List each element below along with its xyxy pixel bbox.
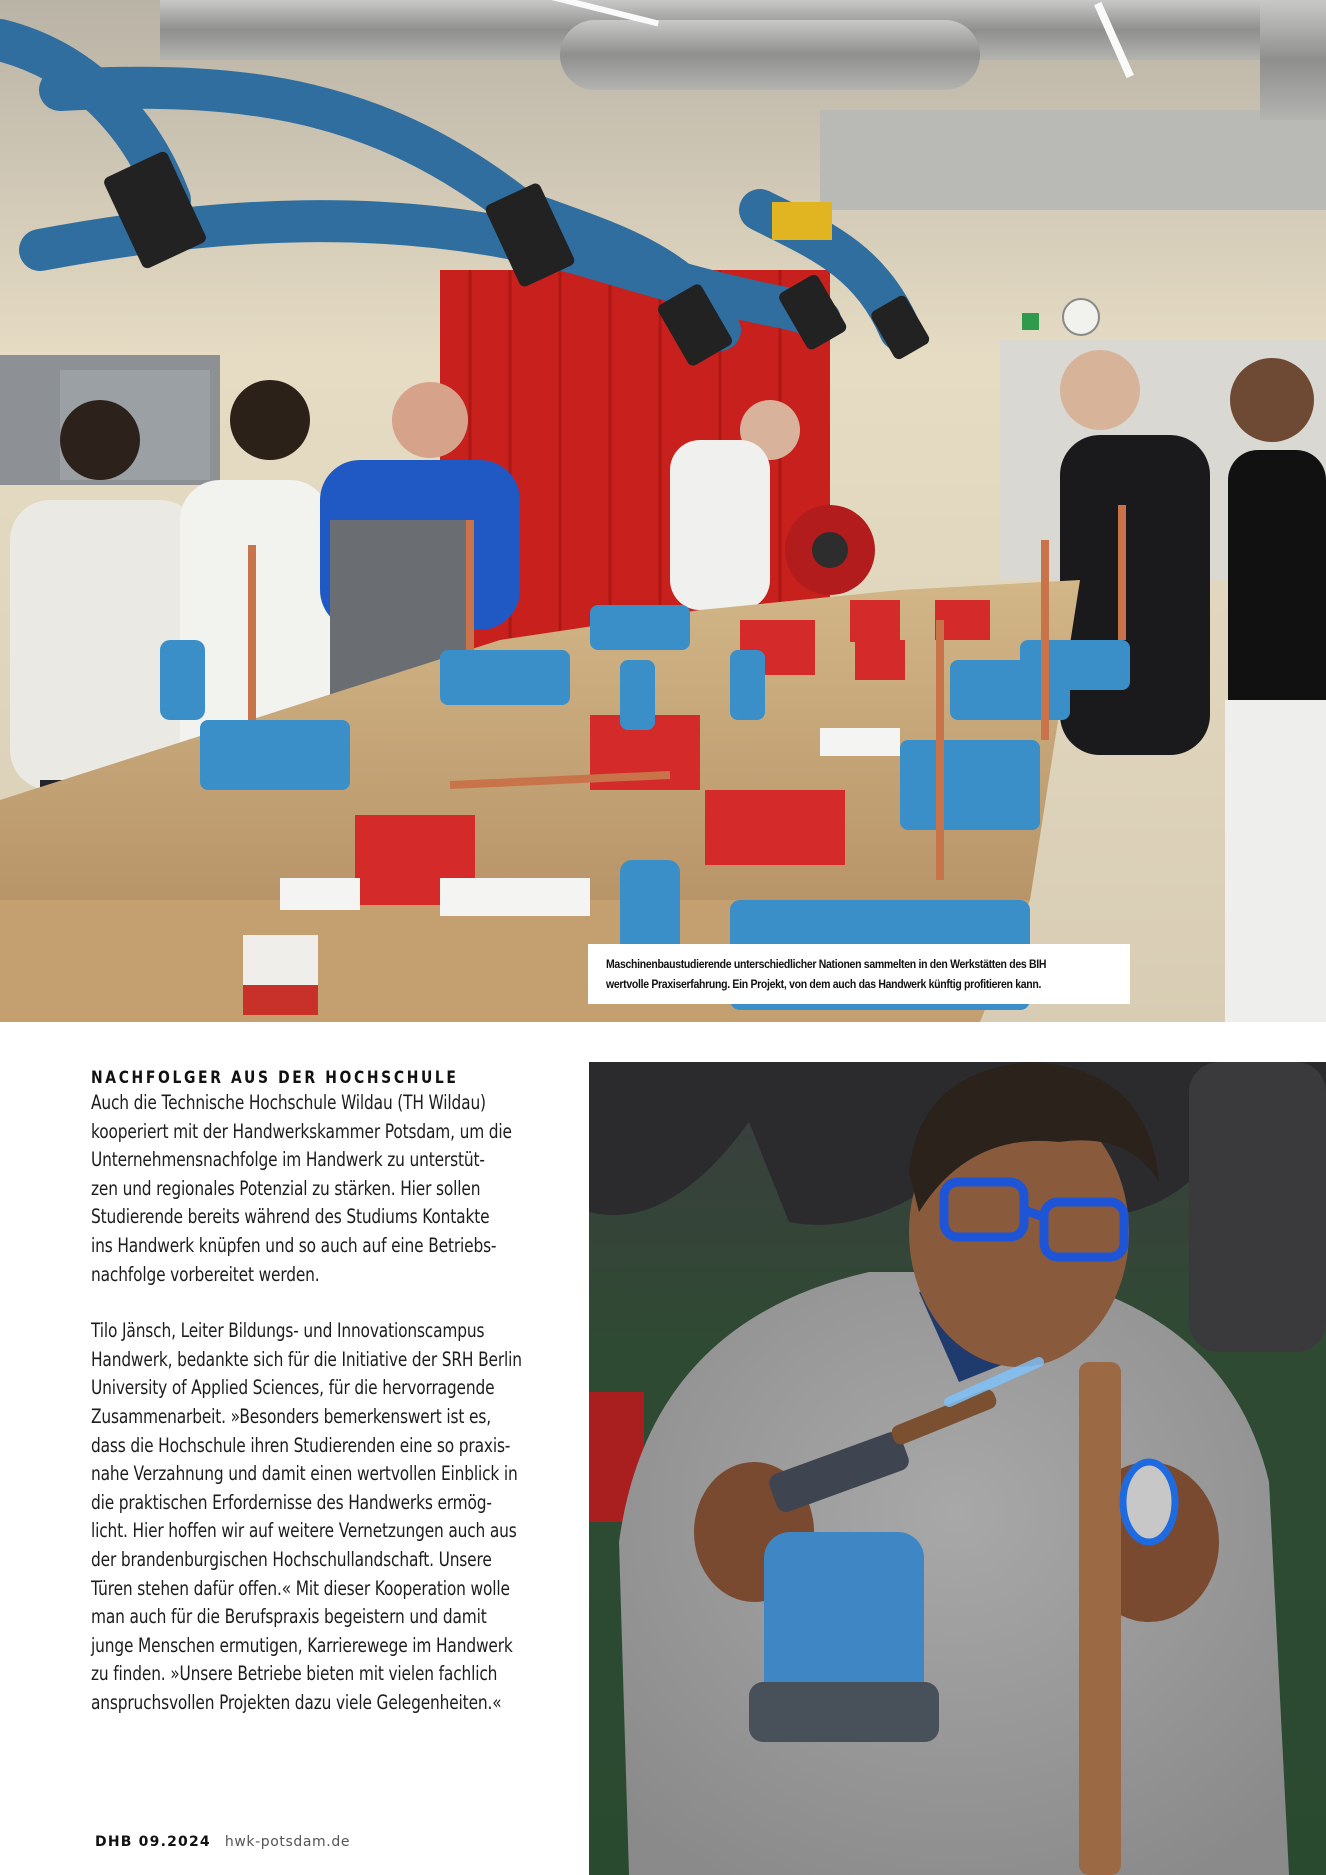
text-line: der brandenburgischen Hochschullandschaft. Unsere bbox=[91, 1547, 492, 1571]
soldering-student-photo bbox=[589, 1062, 1326, 1875]
text-line: Tilo Jänsch, Leiter Bildungs- und Innovationscampus bbox=[91, 1319, 485, 1343]
text-line: dass die Hochschule ihren Studierenden eine so praxis- bbox=[91, 1433, 511, 1457]
text-line: zen und regionales Potenzial zu stärken. Hier sollen bbox=[91, 1176, 481, 1200]
text-line: Zusammenarbeit. »Besonders bemerkenswert ist es, bbox=[91, 1404, 491, 1428]
website-link[interactable]: hwk-potsdam.de bbox=[224, 1834, 351, 1850]
text-line: Unternehmensnachfolge im Handwerk zu unterstüt- bbox=[91, 1148, 485, 1172]
text-line: ins Handwerk knüpfen und so auch auf eine Betriebs- bbox=[91, 1233, 497, 1257]
text-line: Handwerk, bedankte sich für die Initiative der SRH Berlin bbox=[91, 1347, 522, 1371]
text-line: junge Menschen ermutigen, Karrierewege im Handwerk bbox=[91, 1633, 513, 1657]
caption-line-2: wertvolle Praxiserfahrung. Ein Projekt, von dem auch das Handwerk künftig profitieren kann. bbox=[606, 977, 1042, 991]
paragraph-2 bbox=[91, 1317, 567, 1717]
section-heading: NACHFOLGER AUS DER HOCHSCHULE bbox=[91, 1068, 459, 1088]
text-line: kooperiert mit der Handwerkskammer Potsdam, um die bbox=[91, 1119, 512, 1143]
page-footer bbox=[95, 1831, 350, 1853]
text-line: anspruchsvollen Projekten dazu viele Gelegenheiten.« bbox=[91, 1690, 502, 1714]
issue-label: DHB 09.2024 bbox=[95, 1834, 211, 1850]
text-line: nachfolge vorbereitet werden. bbox=[91, 1262, 320, 1286]
text-line: Türen stehen dafür offen.« Mit dieser Kooperation wolle bbox=[91, 1576, 510, 1600]
caption-line-1: Maschinenbaustudierende unterschiedlicher Nationen sammelten in den Werkstätten des BIH bbox=[606, 957, 1047, 971]
photo-caption bbox=[588, 944, 1130, 1004]
paragraph-1 bbox=[91, 1089, 567, 1289]
text-line: nahe Verzahnung und damit einen wertvollen Einblick in bbox=[91, 1462, 518, 1486]
text-line: zu finden. »Unsere Betriebe bieten mit vielen fachlich bbox=[91, 1662, 498, 1686]
text-line: University of Applied Sciences, für die hervorragende bbox=[91, 1376, 495, 1400]
text-line: Auch die Technische Hochschule Wildau (TH Wildau) bbox=[91, 1091, 486, 1114]
text-line: licht. Hier hoffen wir auf weitere Vernetzungen auch aus bbox=[91, 1519, 517, 1543]
soldering-photo-illustration bbox=[589, 1062, 1326, 1875]
text-line: die praktischen Erfordernisse des Handwerks ermög- bbox=[91, 1490, 492, 1514]
article-column bbox=[91, 1067, 567, 1717]
text-line: man auch für die Berufspraxis begeistern und damit bbox=[91, 1605, 487, 1629]
text-line: Studierende bereits während des Studiums Kontakte bbox=[91, 1205, 490, 1229]
